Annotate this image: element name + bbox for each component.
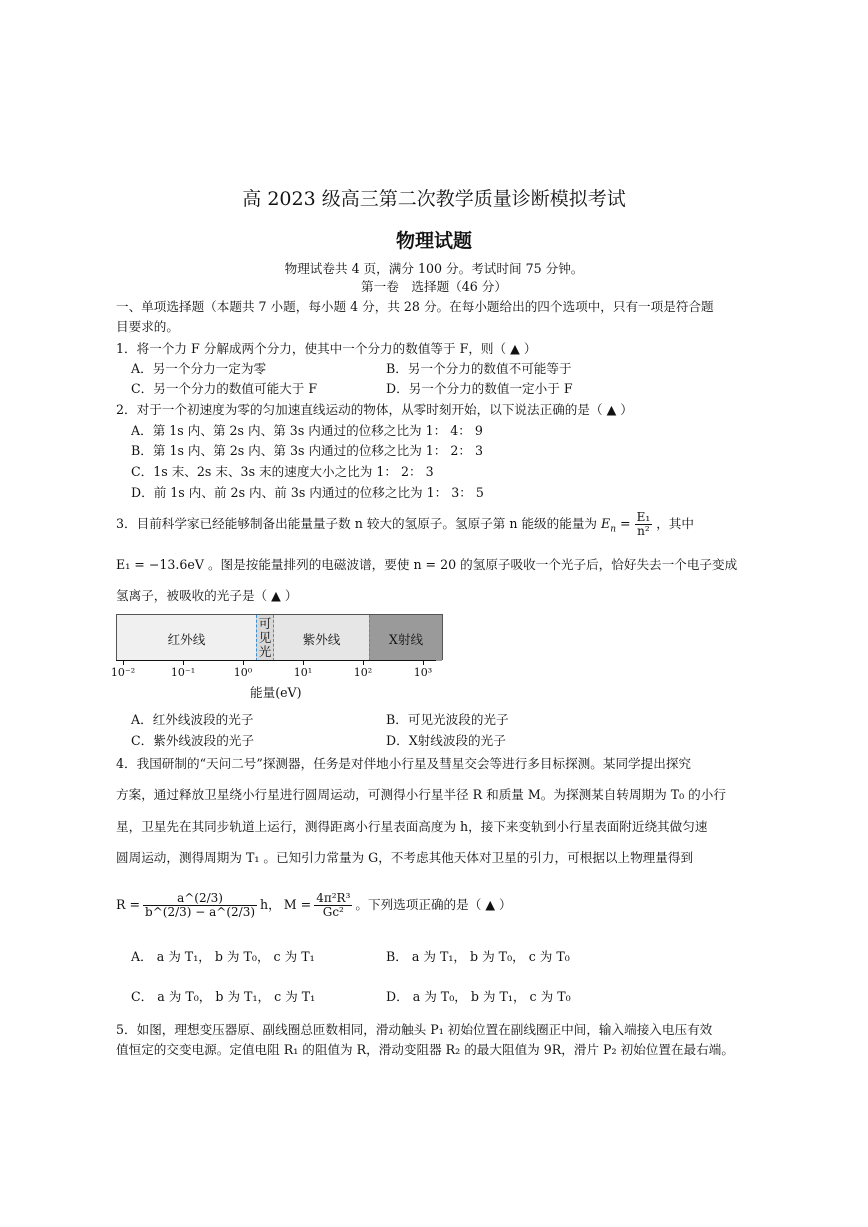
spectrum-segment-visible bbox=[256, 615, 274, 661]
fraction-numerator: E₁ bbox=[636, 510, 651, 524]
q3-stem-line3: 氢离子，被吸收的光子是（ ▲ ） bbox=[116, 588, 298, 603]
axis-tick-label: 10⁰ bbox=[233, 666, 253, 679]
q4-option-c: C． a 为 T₀， b 为 T₁， c 为 T₁ bbox=[131, 989, 316, 1004]
q2-option-d: D．前 1s 内、前 2s 内、前 3s 内通过的位移之比为 1： 3： 5 bbox=[131, 485, 484, 500]
axis-tick-label: 10⁻¹ bbox=[170, 666, 196, 679]
fraction-numerator: a^(2/3) bbox=[143, 892, 257, 906]
formula-m-lhs: M = bbox=[283, 897, 312, 912]
axis-tick bbox=[183, 660, 184, 665]
axis-tick-label: 10¹ bbox=[293, 666, 313, 679]
q5-stem-line2: 值恒定的交变电源。定值电阻 R₁ 的阻值为 R，滑动变阻器 R₂ 的最大阻值为 9R，滑片 P₂ 初始位置在最右端。 bbox=[116, 1042, 734, 1057]
q1-option-a: A．另一个分力一定为零 bbox=[131, 361, 267, 376]
axis-tick bbox=[363, 660, 364, 665]
q4-option-b: B． a 为 T₁， b 为 T₀， c 为 T₀ bbox=[386, 949, 570, 964]
exam-title: 高 2023 级高三第二次教学质量诊断模拟考试 bbox=[242, 188, 626, 210]
q2-option-b: B．第 1s 内、第 2s 内、第 3s 内通过的位移之比为 1： 2： 3 bbox=[131, 443, 484, 458]
q4-stem-line3: 星，卫星先在其同步轨道上运行，测得距离小行星表面高度为 h，接下来变轨到小行星表面附近绕其做匀速 bbox=[116, 819, 708, 834]
spectrum-xlabel: 能量(eV) bbox=[250, 685, 302, 700]
section-heading: 第一卷 选择题（46 分） bbox=[361, 279, 507, 294]
fraction-denominator: n² bbox=[637, 524, 650, 538]
segment-label: 可见光 bbox=[258, 616, 272, 659]
axis-tick-label: 10³ bbox=[413, 666, 433, 679]
formula-r-fraction bbox=[143, 892, 257, 919]
q4-option-d: D． a 为 T₀， b 为 T₁， c 为 T₀ bbox=[386, 989, 571, 1004]
formula-r-lhs: R = bbox=[116, 897, 141, 912]
q3-option-a: A．红外线波段的光子 bbox=[131, 712, 254, 727]
part1-intro-line2: 目要求的。 bbox=[116, 319, 179, 334]
spectrum-segment-xray bbox=[369, 615, 442, 661]
exam-info: 物理试卷共 4 页，满分 100 分。考试时间 75 分钟。 bbox=[284, 261, 584, 276]
axis-tick bbox=[123, 660, 124, 665]
q1-stem: 1．将一个力 F 分解成两个分力，使其中一个分力的数值等于 F，则（ ▲ ） bbox=[116, 341, 537, 356]
segment-label: 紫外线 bbox=[302, 631, 341, 647]
fraction-denominator: Gc² bbox=[322, 904, 344, 919]
segment-label: X射线 bbox=[388, 631, 424, 647]
energy-fraction bbox=[635, 511, 653, 538]
q3-stem-text-b: ，其中 bbox=[656, 516, 694, 531]
q1-option-c: C．另一个分力的数值可能大于 F bbox=[131, 381, 318, 396]
segment-label: 红外线 bbox=[167, 631, 206, 647]
q4-formula-line bbox=[116, 880, 512, 930]
axis-tick bbox=[303, 660, 304, 665]
q3-stem-text-a: 3．目前科学家已经能够制备出能量量子数 n 较大的氢原子。氢原子第 n 能级的能量为 bbox=[116, 516, 598, 531]
q1-option-d: D．另一个分力的数值一定小于 F bbox=[386, 381, 573, 396]
formula-m-fraction bbox=[314, 892, 352, 919]
q3-option-c: C．紫外线波段的光子 bbox=[131, 733, 254, 748]
formula-sub: n bbox=[610, 524, 617, 535]
spectrum-segment-ultraviolet bbox=[274, 615, 369, 661]
q3-option-d: D．X射线波段的光子 bbox=[386, 733, 506, 748]
q4-stem-line2: 方案，通过释放卫星绕小行星进行圆周运动，可测得小行星半径 R 和质量 M。为探测某自转周期为 T₀ 的小行 bbox=[116, 787, 726, 802]
spectrum-segment-infrared bbox=[117, 615, 256, 661]
formula-lhs: E bbox=[601, 516, 611, 531]
q3-energy-formula: $E_n$ = $\frac{\text{E₁}}{\text{n²}}$ bbox=[601, 510, 651, 538]
spectrum-bar bbox=[116, 614, 443, 660]
fraction-denominator: b^(2/3) − a^(2/3) bbox=[145, 904, 256, 919]
q4-stem-line1: 4．我国研制的“天问二号”探测器，任务是对伴地小行星及彗星交会等进行多目标探测。某同学提出探究 bbox=[116, 756, 692, 771]
q3-stem-line2: E₁ = −13.6eV 。图是按能量排列的电磁波谱，要使 n = 20 的氢原子吸收一个光子后，恰好失去一个电子变成 bbox=[116, 557, 738, 572]
part1-intro-line1: 一、单项选择题（本题共 7 小题，每小题 4 分，共 28 分。在每小题给出的四个选项中，只有一项是符合题 bbox=[116, 299, 714, 314]
formula-h: h， bbox=[260, 897, 281, 912]
q4-stem-tail: 。下列选项正确的是（ ▲ ） bbox=[355, 897, 512, 912]
q4-stem-line4: 圆周运动，测得周期为 T₁ 。已知引力常量为 G，不考虑其他天体对卫星的引力，可根据以上物理量得到 bbox=[116, 850, 694, 865]
q3-option-b: B．可见光波段的光子 bbox=[386, 712, 509, 727]
axis-tick bbox=[423, 660, 424, 665]
q5-stem-line1: 5．如图，理想变压器原、副线圈总匝数相同，滑动触头 P₁ 初始位置在副线圈正中间，输入端接入电压有效 bbox=[116, 1022, 713, 1037]
q2-option-a: A．第 1s 内、第 2s 内、第 3s 内通过的位移之比为 1： 4： 9 bbox=[131, 423, 483, 438]
axis-tick-label: 10⁻² bbox=[110, 666, 136, 679]
q1-option-b: B．另一个分力的数值不可能等于 bbox=[386, 361, 572, 376]
axis-line bbox=[116, 660, 436, 661]
axis-tick-label: 10² bbox=[353, 666, 373, 679]
q2-stem: 2．对于一个初速度为零的匀加速直线运动的物体，从零时刻开始，以下说法正确的是（ ▲ ） bbox=[116, 402, 633, 417]
fraction-numerator: 4π²R³ bbox=[316, 890, 351, 905]
exam-subtitle: 物理试题 bbox=[395, 230, 472, 252]
q4-option-a: A． a 为 T₁， b 为 T₀， c 为 T₁ bbox=[131, 949, 315, 964]
q3-stem-line1 bbox=[116, 511, 694, 540]
axis-tick bbox=[243, 660, 244, 665]
q2-option-c: C．1s 末、2s 末、3s 末的速度大小之比为 1： 2： 3 bbox=[131, 464, 434, 479]
